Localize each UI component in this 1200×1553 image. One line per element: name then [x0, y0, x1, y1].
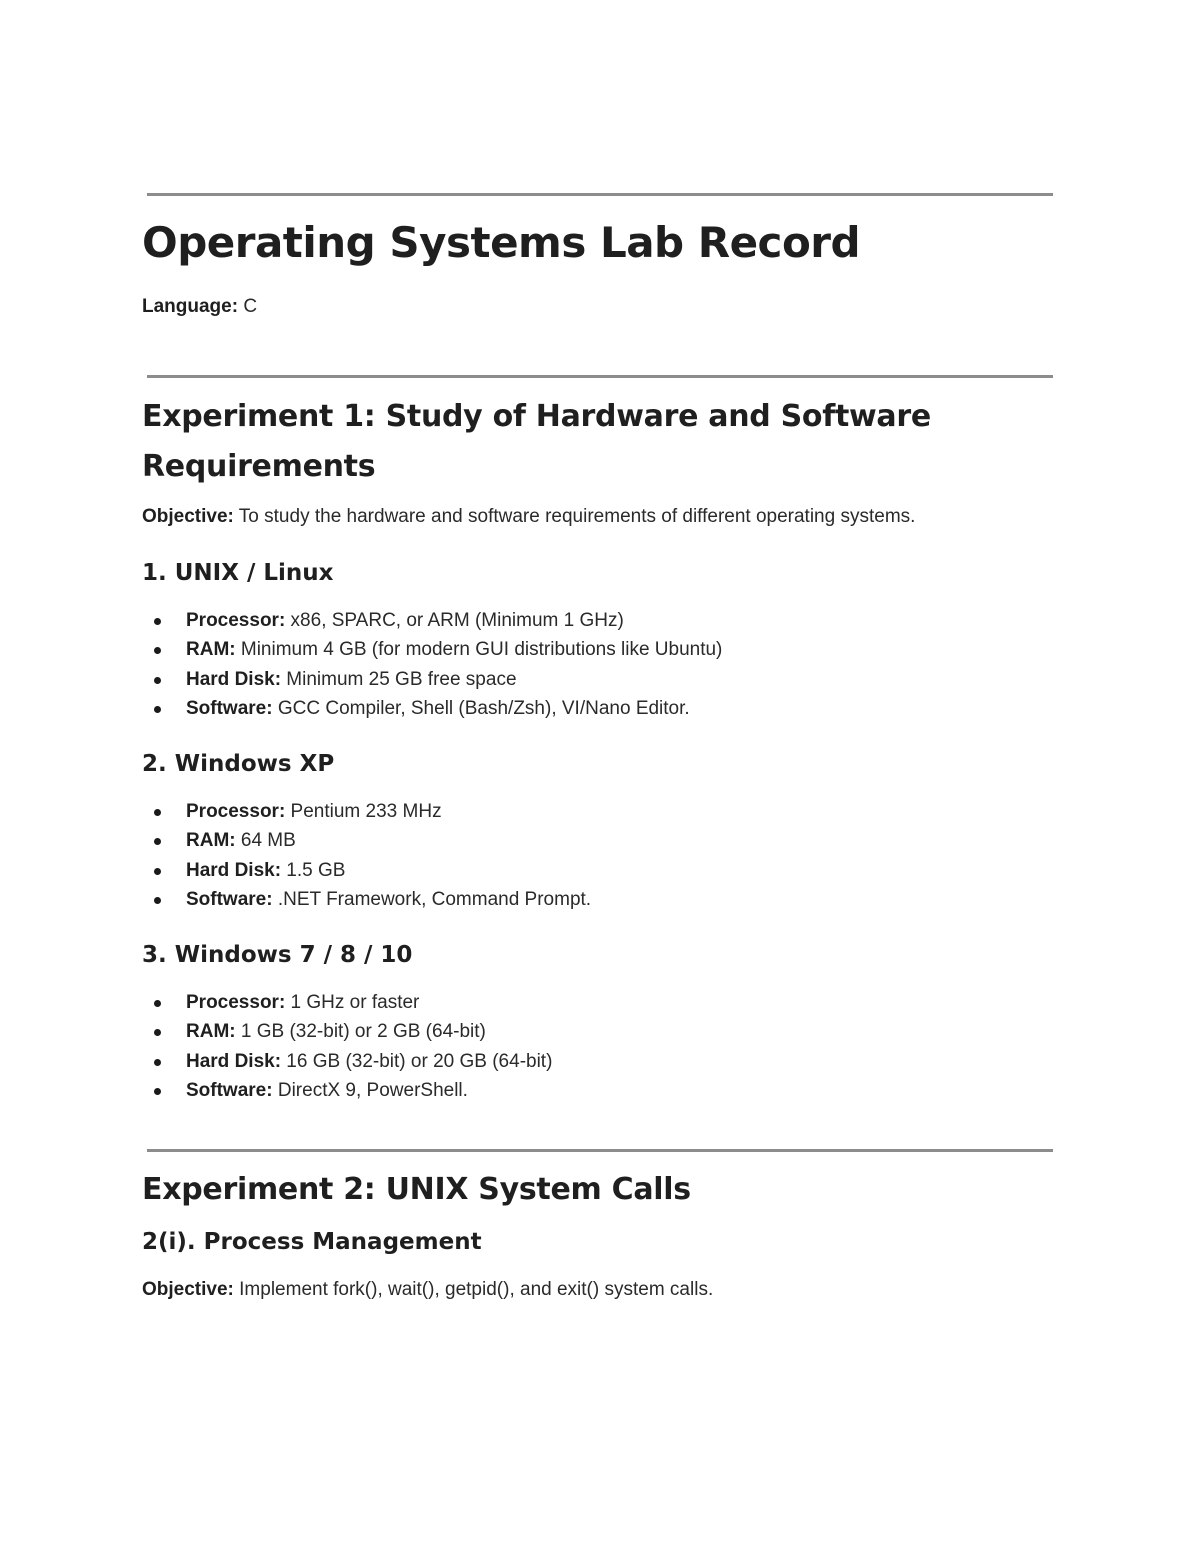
spec-label: RAM: [186, 830, 236, 852]
spec-label: Hard Disk: [186, 1050, 282, 1072]
spec-value: 16 GB (32-bit) or 20 GB (64-bit) [281, 1050, 553, 1072]
objective-label: Objective: [142, 1279, 234, 1300]
experiment-1-objective [142, 506, 915, 528]
spec-label: Software: [186, 888, 273, 910]
list-item [142, 797, 591, 826]
spec-label: RAM: [186, 639, 236, 661]
spec-value: GCC Compiler, Shell (Bash/Zsh), VI/Nano Editor. [272, 697, 690, 719]
list-item [142, 988, 552, 1017]
language-label: Language: [142, 296, 239, 317]
section-windows-7-8-10-heading: 3. Windows 7 / 8 / 10 [142, 942, 413, 968]
spec-value: x86, SPARC, or ARM (Minimum 1 GHz) [285, 610, 624, 631]
spec-value: Pentium 233 MHz [285, 801, 442, 822]
objective-label: Objective: [142, 506, 234, 527]
experiment-2-objective [142, 1279, 713, 1301]
spec-value: 1 GB (32-bit) or 2 GB (64-bit) [235, 1021, 486, 1043]
section-windows-xp-heading: 2. Windows XP [142, 751, 335, 777]
spec-label: Processor: [186, 992, 286, 1013]
spec-value: 64 MB [235, 830, 296, 852]
spec-value: DirectX 9, PowerShell. [272, 1079, 468, 1101]
spec-label: Software: [186, 697, 273, 719]
windows-7-8-10-spec-list [142, 988, 552, 1105]
list-item [142, 665, 722, 694]
divider-exp1 [147, 375, 1053, 378]
spec-value: 1 GHz or faster [285, 992, 420, 1013]
spec-label: Processor: [186, 801, 286, 822]
list-item [142, 1047, 552, 1076]
section-unix-linux-heading: 1. UNIX / Linux [142, 560, 334, 586]
spec-value: 1.5 GB [281, 859, 346, 881]
spec-label: Software: [186, 1079, 273, 1101]
process-management-heading: 2(i). Process Management [142, 1229, 482, 1255]
divider-exp2 [147, 1149, 1053, 1152]
experiment-1-heading: Experiment 1: Study of Hardware and Software Requirements [142, 399, 931, 484]
objective-text: Implement fork(), wait(), getpid(), and exit() system calls. [233, 1279, 714, 1300]
list-item [142, 885, 591, 914]
spec-value: Minimum 4 GB (for modern GUI distributions like Ubuntu) [235, 639, 723, 661]
list-item [142, 635, 722, 664]
list-item [142, 1076, 552, 1105]
spec-label: Processor: [186, 610, 286, 631]
unix-linux-spec-list [142, 606, 722, 723]
list-item [142, 606, 722, 635]
list-item [142, 1017, 552, 1046]
language-value: C [238, 296, 258, 317]
spec-value: Minimum 25 GB free space [281, 668, 517, 690]
objective-text: To study the hardware and software requirements of different operating systems. [233, 506, 916, 527]
language-line [142, 296, 257, 318]
list-item [142, 694, 722, 723]
windows-xp-spec-list [142, 797, 591, 914]
list-item [142, 856, 591, 885]
document-title: Operating Systems Lab Record [142, 218, 861, 267]
spec-label: RAM: [186, 1021, 236, 1043]
list-item [142, 826, 591, 855]
divider-top [147, 193, 1053, 196]
spec-label: Hard Disk: [186, 668, 282, 690]
spec-value: .NET Framework, Command Prompt. [272, 888, 592, 910]
experiment-2-heading: Experiment 2: UNIX System Calls [142, 1172, 691, 1207]
spec-label: Hard Disk: [186, 859, 282, 881]
